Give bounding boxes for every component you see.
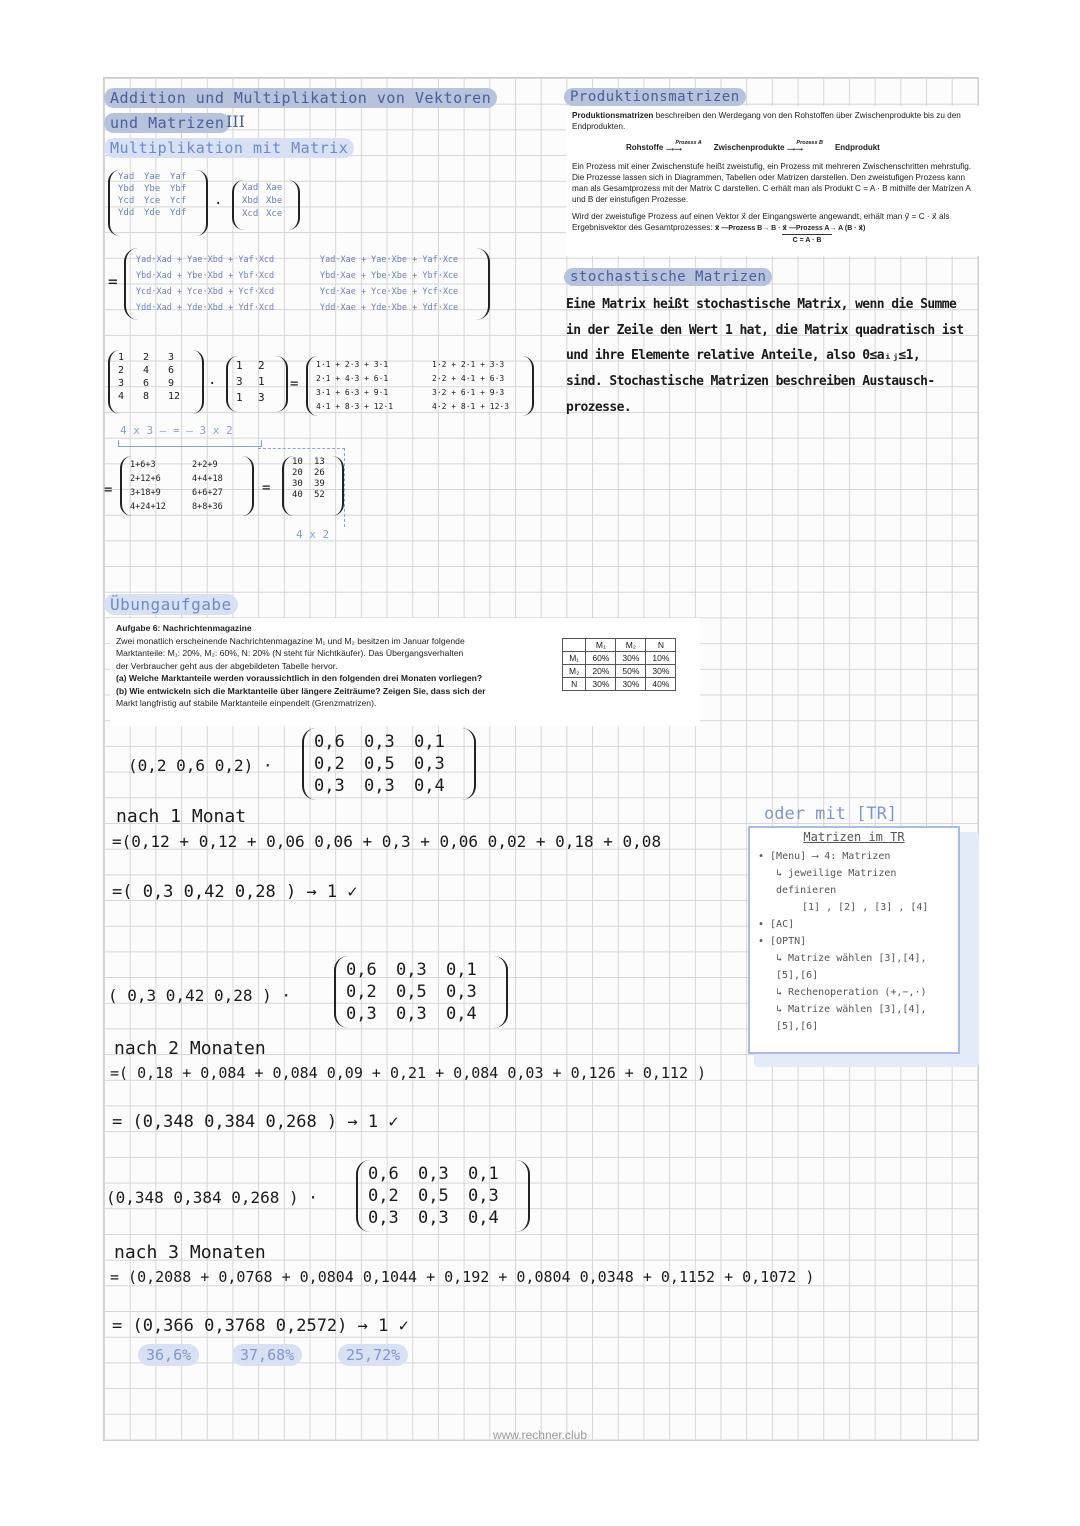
table-header-cell: M₂ xyxy=(616,639,646,652)
percentage-2: 37,68% xyxy=(232,1344,302,1366)
table-row xyxy=(563,678,676,691)
produktion-para1: beschreiben den Werdegang von den Rohstoffen über Zwischenprodukte bis zu den Endprodukten. xyxy=(572,111,961,131)
transition-entry: 0,3 xyxy=(446,982,477,1002)
produktion-formula-under: C = A · B xyxy=(782,234,832,246)
transition-entry: 0,1 xyxy=(414,732,445,752)
transition-entry: 0,6 xyxy=(368,1164,399,1184)
section-title-numeral: III xyxy=(226,112,245,131)
product-entry: Yad·Xae + Yae·Xbe + Yaf·Xce xyxy=(320,255,459,265)
matrix-entry: 52 xyxy=(314,490,325,500)
stochastisch-line: und ihre Elemente relative Anteile, also 0≤aᵢⱼ≤1, xyxy=(566,348,921,364)
matrix-entry: 9 xyxy=(168,378,175,389)
sum-entry: 4+4+18 xyxy=(192,474,223,484)
dot-operator: · xyxy=(214,196,223,212)
transition-entry: 0,3 xyxy=(314,776,345,796)
step2-result: = (0,348 0,384 0,268 ) → 1 ✓ xyxy=(112,1112,399,1132)
matrix-entry: 39 xyxy=(314,479,325,489)
table-cell: 30% xyxy=(586,678,616,691)
transition-entry: 0,2 xyxy=(346,982,377,1002)
equals-sign-3: = xyxy=(104,482,113,498)
sums-matrix xyxy=(120,456,254,516)
produktion-para3: Ergebnisvektor des Gesamtprozesses: x⃗ —Prozess B→ B · x⃗ —Prozess A→ A (B · x⃗) xyxy=(572,223,866,232)
matrix-entry: Xcd xyxy=(242,209,259,219)
matrix-entry: 4 xyxy=(118,391,125,402)
table-cell: M₁ xyxy=(563,652,586,665)
matrix-entry: Ydd xyxy=(118,208,135,218)
section-title-line1: Addition und Multiplikation von Vektoren xyxy=(104,88,497,108)
aufgabe-title: Aufgabe 6: Nachrichtenmagazine xyxy=(116,623,252,633)
sum-entry: 3+18+9 xyxy=(130,488,161,498)
matrix-entry: Xad xyxy=(242,183,259,193)
generic-product-matrix xyxy=(124,248,490,320)
transition-entry: 0,4 xyxy=(414,776,445,796)
term-entry: 1·1 + 2·3 + 3·1 xyxy=(316,360,389,369)
stochastisch-text xyxy=(566,292,974,421)
produktion-flow: Rohstoffe Prozess A ⟶⟶ Zwischenprodukte Prozess B ⟶⟶ Endprodukt xyxy=(626,140,880,153)
term-entry: 4·1 + 8·3 + 12·1 xyxy=(316,402,394,411)
section-title-line2: und Matrizen xyxy=(104,113,230,133)
tr-item: • [AC] xyxy=(758,919,795,930)
stochastisch-line: sind. Stochastische Matrizen beschreiben Austausch- xyxy=(566,374,935,390)
product-entry: Ybd·Xad + Ybe·Xbd + Ybf·Xcd xyxy=(136,271,275,281)
table-header-cell: N xyxy=(646,639,676,652)
transition-entry: 0,1 xyxy=(468,1164,499,1184)
matrix-entry: 26 xyxy=(314,468,325,478)
product-entry: Ybd·Xae + Ybe·Xbe + Ybf·Xce xyxy=(320,271,459,281)
transition-entry: 0,6 xyxy=(346,960,377,980)
matrix-entry: 3 xyxy=(236,375,243,388)
dimension-bracket xyxy=(118,440,262,447)
stochastisch-line: in der Zeile den Wert 1 hat, die Matrix quadratisch ist xyxy=(566,322,964,338)
transition-entry: 0,3 xyxy=(346,1004,377,1024)
matrix-entry: 8 xyxy=(143,391,150,402)
dimension-note: 4 x 3 — = — 3 x 2 xyxy=(120,424,233,437)
transition-table xyxy=(562,638,676,691)
tr-item: ↳ Rechenoperation (+,−,·) xyxy=(776,987,927,998)
tr-item: ↳ Matrize wählen [3],[4],[5],[6] xyxy=(776,953,927,981)
matrix-entry: 6 xyxy=(168,365,175,376)
transition-entry: 0,3 xyxy=(418,1208,449,1228)
table-cell: N xyxy=(563,678,586,691)
matrix-entry: Ybd xyxy=(118,184,135,194)
transition-entry: 0,5 xyxy=(418,1186,449,1206)
matrix-entry: 3 xyxy=(118,378,125,389)
transition-entry: 0,2 xyxy=(368,1186,399,1206)
aufgabe-b2: Markt langfristig auf stabile Marktanteile einpendelt (Grenzmatrizen). xyxy=(116,698,377,708)
transition-entry: 0,2 xyxy=(314,754,345,774)
term-entry: 3·2 + 6·1 + 9·3 xyxy=(432,388,505,397)
tr-item: • [Menu] ⟶ 4: Matrizen xyxy=(758,851,891,862)
matrix-entry: 2 xyxy=(258,359,265,372)
product-entry: Ycd·Xae + Yce·Xbe + Ycf·Xce xyxy=(320,287,459,297)
matrix-entry: 12 xyxy=(168,391,181,402)
term-entry: 2·1 + 4·3 + 6·1 xyxy=(316,374,389,383)
transition-entry: 0,6 xyxy=(314,732,345,752)
table-row xyxy=(563,652,676,665)
produktion-para2: Ein Prozess mit einer Zwischenstufe heißt zweistufig, ein Prozess mit mehreren Zwischenschritten mehrstufig. Die Prozesse lassen sich in Diagrammen, Tabellen oder Matrizen darstellen. Den zweistufigen Prozess kann man als Gesamtprozess mit der Matrix C darstellen. C erhält man als Produkt C = A · B mithilfe der Matrizen A und B der einstufigen Prozesse. xyxy=(572,162,972,204)
matrix-entry: Yad xyxy=(118,172,135,182)
step3-vector: (0,348 0,384 0,268 ) · xyxy=(106,1188,318,1207)
percentage-1: 36,6% xyxy=(138,1344,199,1366)
step2-transition-matrix xyxy=(334,956,508,1028)
matrix-entry: 40 xyxy=(292,490,303,500)
table-cell: 30% xyxy=(616,678,646,691)
matrix-entry: 1 xyxy=(236,391,243,404)
table-header-cell xyxy=(563,639,586,652)
transition-entry: 0,3 xyxy=(368,1208,399,1228)
table-cell: 20% xyxy=(586,665,616,678)
example-matrix-a xyxy=(108,350,204,414)
equals-sign-2: = xyxy=(290,376,299,392)
product-entry: Ydd·Xae + Yde·Xbe + Ydf·Xce xyxy=(320,303,459,313)
aufgabe-line1: Zwei monatlich erscheinende Nachrichtenmagazine M₁ und M₂ besitzen im Januar folgende xyxy=(116,635,465,646)
transition-entry: 0,3 xyxy=(468,1186,499,1206)
step2-label: nach 2 Monaten xyxy=(114,1038,266,1059)
produktion-text xyxy=(566,106,984,256)
tr-item: • [OPTN] xyxy=(758,936,807,947)
matrix-entry: Xbe xyxy=(266,196,283,206)
step3-transition-matrix xyxy=(356,1160,530,1232)
product-entry: Ycd·Xad + Yce·Xbd + Ycf·Xcd xyxy=(136,287,275,297)
tr-instruction-box xyxy=(748,826,960,1054)
step1-label: nach 1 Monat xyxy=(116,806,247,827)
transition-entry: 0,5 xyxy=(364,754,395,774)
term-entry: 2·2 + 4·1 + 6·3 xyxy=(432,374,505,383)
table-header-cell: M₁ xyxy=(586,639,616,652)
dot-operator-2: · xyxy=(208,376,217,392)
transition-entry: 0,3 xyxy=(364,776,395,796)
matrix-entry: Xae xyxy=(266,183,283,193)
step1-vector: (0,2 0,6 0,2) · xyxy=(128,756,273,775)
stochastisch-line: Eine Matrix heißt stochastische Matrix, wenn die Summe xyxy=(566,297,957,312)
matrix-entry: 4 xyxy=(143,365,150,376)
matrix-entry: 13 xyxy=(314,457,325,467)
transition-entry: 0,3 xyxy=(396,960,427,980)
produktion-bold-term: Produktionsmatrizen xyxy=(572,111,654,120)
stochastisch-line: prozesse. xyxy=(566,399,632,415)
term-entry: 1·2 + 2·1 + 3·3 xyxy=(432,360,505,369)
produktion-heading: Produktionsmatrizen xyxy=(564,88,746,106)
aufgabe-b1: (b) Wie entwickeln sich die Marktanteile über längere Zeiträume? Zeigen Sie, dass sich der xyxy=(116,685,486,696)
table-cell: M₂ xyxy=(563,665,586,678)
equals-sign: = xyxy=(108,272,118,291)
matrix-entry: Xbd xyxy=(242,196,259,206)
matrix-entry: Yae xyxy=(144,172,161,182)
matrix-entry: 3 xyxy=(168,352,175,363)
table-cell: 40% xyxy=(646,678,676,691)
transition-entry: 0,3 xyxy=(418,1164,449,1184)
result-dim-bracket xyxy=(258,448,345,527)
produktion-para3a: Wird der zweistufige Prozess auf einen Vektor x⃗ der Eingangswerte angewandt, erhält man y⃗ = C · x⃗ als xyxy=(572,212,950,221)
step3-label: nach 3 Monaten xyxy=(114,1242,266,1263)
step1-transition-matrix xyxy=(302,728,476,800)
sum-entry: 2+2+9 xyxy=(192,460,218,470)
aufgabe-a: (a) Welche Marktanteile werden voraussichtlich in den folgenden drei Monaten vorliegen? xyxy=(116,673,483,683)
transition-entry: 0,4 xyxy=(446,1004,477,1024)
matrix-entry: Ybf xyxy=(170,184,187,194)
result-dimension: 4 x 2 xyxy=(296,528,330,541)
transition-entry: 0,3 xyxy=(414,754,445,774)
matrix-entry: 1 xyxy=(118,352,125,363)
sum-entry: 4+24+12 xyxy=(130,502,166,512)
table-cell: 30% xyxy=(646,665,676,678)
tr-item: ↳ jeweilige Matrizen definieren xyxy=(776,868,897,896)
matrix-entry: 30 xyxy=(292,479,303,489)
tr-box-title: Matrizen im TR xyxy=(803,830,905,844)
transition-entry: 0,3 xyxy=(364,732,395,752)
matrix-entry: Yaf xyxy=(170,172,187,182)
table-row xyxy=(563,665,676,678)
transition-entry: 0,3 xyxy=(396,1004,427,1024)
subtitle-multiplikation: Multiplikation mit Matrix xyxy=(104,138,354,158)
matrix-entry: Ydf xyxy=(170,208,187,218)
step3-terms: = (0,2088 + 0,0768 + 0,0804 0,1044 + 0,192 + 0,0804 0,0348 + 0,1152 + 0,1072 ) xyxy=(110,1268,815,1286)
matrix-entry: 2 xyxy=(143,352,150,363)
sum-entry: 2+12+6 xyxy=(130,474,161,484)
matrix-entry: Yce xyxy=(144,196,161,206)
matrix-entry: 6 xyxy=(143,378,150,389)
generic-matrix-a xyxy=(108,170,208,236)
tr-heading: oder mit [TR] xyxy=(764,804,898,824)
transition-entry: 0,4 xyxy=(468,1208,499,1228)
table-cell: 60% xyxy=(586,652,616,665)
table-cell: 30% xyxy=(616,652,646,665)
generic-matrix-b xyxy=(232,180,300,230)
matrix-entry: 2 xyxy=(118,365,125,376)
matrix-entry: Ycd xyxy=(118,196,135,206)
sum-entry: 1+6+3 xyxy=(130,460,156,470)
uebung-heading: Übungaufgabe xyxy=(104,594,238,615)
transition-entry: 0,5 xyxy=(396,982,427,1002)
aufgabe-line3: der Verbraucher geht aus der abgebildeten Tabelle hervor. xyxy=(116,660,338,671)
example-terms-matrix xyxy=(306,356,534,416)
step2-terms: =( 0,18 + 0,084 + 0,084 0,09 + 0,21 + 0,084 0,03 + 0,126 + 0,112 ) xyxy=(110,1064,707,1082)
product-entry: Yad·Xad + Yae·Xbd + Yaf·Xcd xyxy=(136,255,275,265)
watermark: www.rechner.club xyxy=(492,1428,588,1442)
matrix-entry: 1 xyxy=(236,359,243,372)
matrix-entry: 1 xyxy=(258,375,265,388)
tr-item: [1] , [2] , [3] , [4] xyxy=(802,902,929,913)
matrix-entry: Xce xyxy=(266,209,283,219)
table-cell: 50% xyxy=(616,665,646,678)
matrix-entry: 20 xyxy=(292,468,303,478)
transition-entry: 0,1 xyxy=(446,960,477,980)
matrix-entry: Ybe xyxy=(144,184,161,194)
tr-item: ↳ Matrize wählen [3],[4],[5],[6] xyxy=(776,1004,927,1032)
matrix-entry: Yde xyxy=(144,208,161,218)
example-matrix-b xyxy=(226,356,288,412)
percentage-3: 25,72% xyxy=(338,1344,408,1366)
sum-entry: 6+6+27 xyxy=(192,488,223,498)
equals-sign-4: = xyxy=(262,480,271,496)
step1-result: =( 0,3 0,42 0,28 ) → 1 ✓ xyxy=(112,882,358,902)
term-entry: 4·2 + 8·1 + 12·3 xyxy=(432,402,510,411)
stochastisch-heading: stochastische Matrizen xyxy=(564,268,772,286)
matrix-entry: 3 xyxy=(258,391,265,404)
step1-terms: =(0,12 + 0,12 + 0,06 0,06 + 0,3 + 0,06 0,02 + 0,18 + 0,08 xyxy=(112,832,662,851)
table-cell: 10% xyxy=(646,652,676,665)
matrix-entry: 10 xyxy=(292,457,303,467)
step3-result: = (0,366 0,3768 0,2572) → 1 ✓ xyxy=(112,1316,409,1336)
aufgabe-line2: Marktanteile: M₁: 20%, M₂: 60%, N: 20% (N steht für Nichtkäufer). Das Übergangsverhalten xyxy=(116,648,464,658)
step2-vector: ( 0,3 0,42 0,28 ) · xyxy=(108,986,292,1005)
matrix-entry: Ycf xyxy=(170,196,187,206)
sum-entry: 8+8+36 xyxy=(192,502,223,512)
product-entry: Ydd·Xad + Yde·Xbd + Ydf·Xcd xyxy=(136,303,275,313)
term-entry: 3·1 + 6·3 + 9·1 xyxy=(316,388,389,397)
